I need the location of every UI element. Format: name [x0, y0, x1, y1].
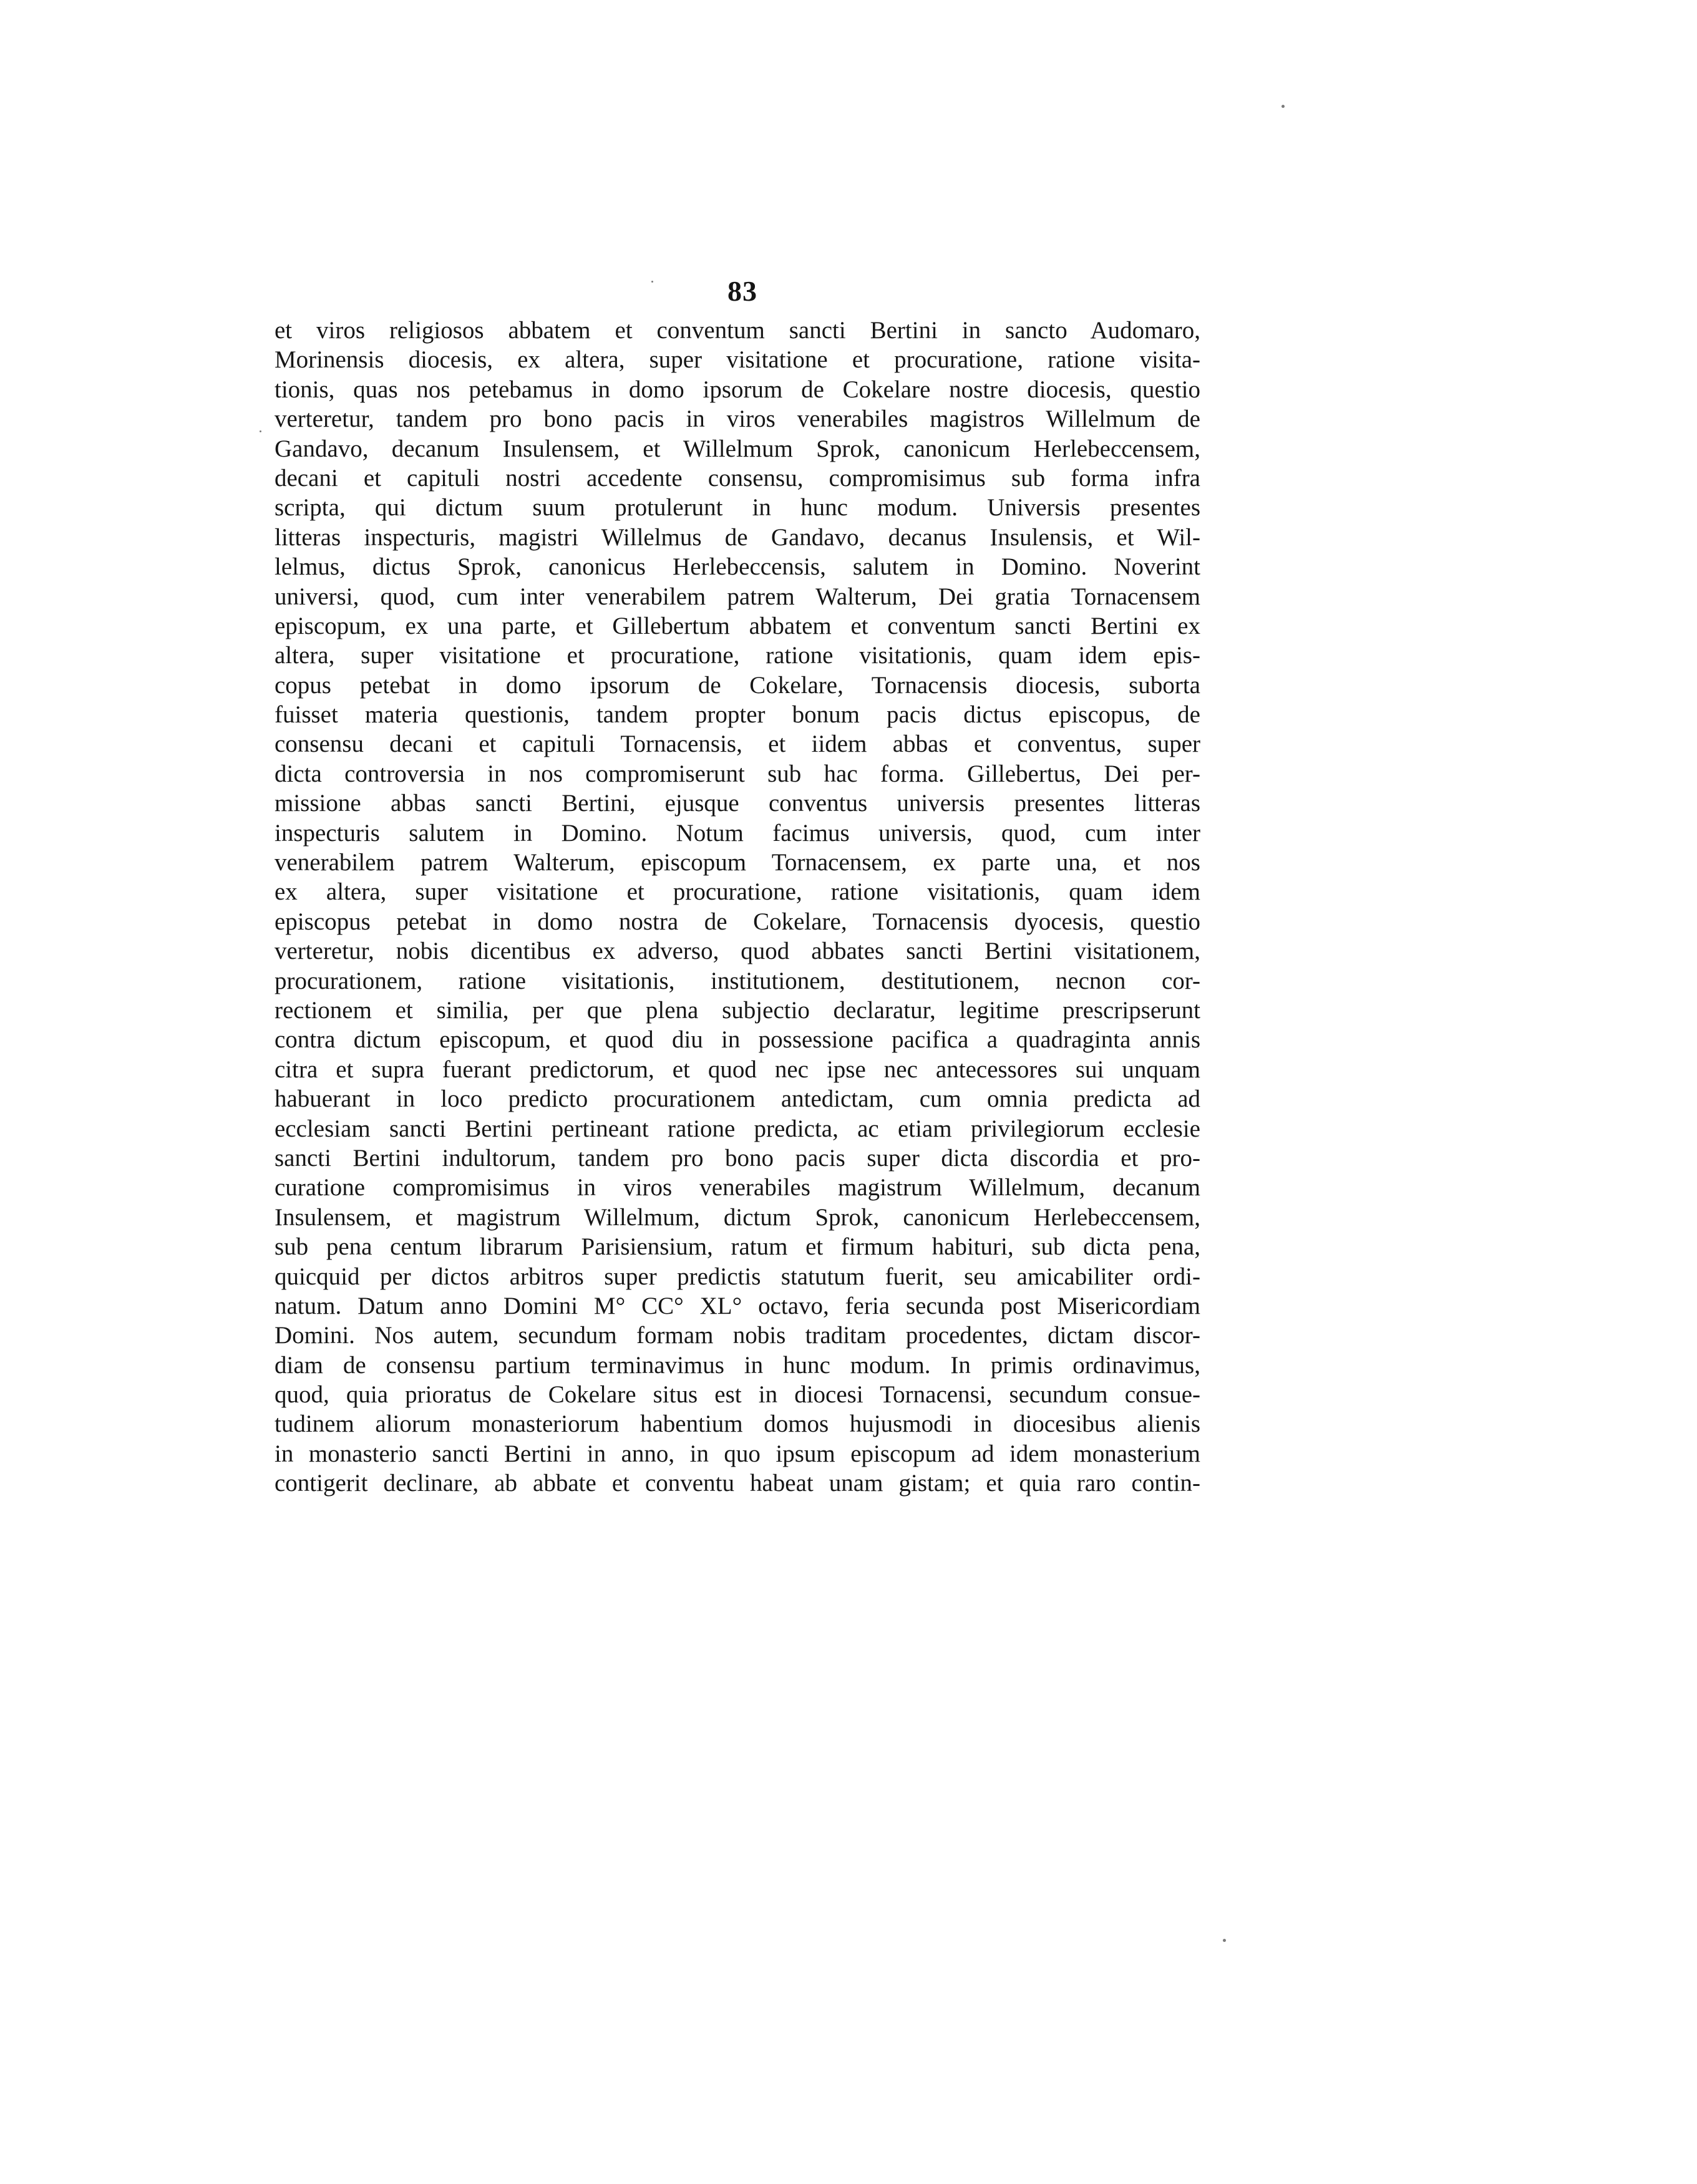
- text-line: natum. Datum anno Domini M° CC° XL° octavo, feria secunda post Misericordiam: [275, 1292, 1200, 1319]
- text-line: quicquid per dictos arbitros super predictis statutum fuerit, seu amicabiliter ordi-: [275, 1263, 1200, 1290]
- text-line: copus petebat in domo ipsorum de Cokelare, Tornacensis diocesis, suborta: [275, 671, 1200, 699]
- text-line: Gandavo, decanum Insulensem, et Willelmum Sprok, canonicum Herlebeccensem,: [275, 435, 1200, 462]
- text-line: curatione compromisimus in viros venerabiles magistrum Willelmum, decanum: [275, 1174, 1200, 1201]
- text-line: habuerant in loco predicto procurationem antedictam, cum omnia predicta ad: [275, 1085, 1200, 1113]
- text-line: contigerit declinare, ab abbate et conventu habeat unam gistam; et quia raro contin-: [275, 1470, 1200, 1497]
- text-line: sub pena centum librarum Parisiensium, ratum et firmum habituri, sub dicta pena,: [275, 1233, 1200, 1261]
- text-line: dicta controversia in nos compromiserunt sub hac forma. Gillebertus, Dei per-: [275, 760, 1200, 787]
- paper-speck: [1223, 1939, 1226, 1942]
- text-line: consensu decani et capituli Tornacensis, et iidem abbas et conventus, super: [275, 730, 1200, 758]
- text-line: litteras inspecturis, magistri Willelmus de Gandavo, decanus Insulensis, et Wil-: [275, 523, 1200, 551]
- text-line: fuisset materia questionis, tandem propter bonum pacis dictus episcopus, de: [275, 701, 1200, 729]
- text-line: inspecturis salutem in Domino. Notum facimus universis, quod, cum inter: [275, 819, 1200, 847]
- text-line: scripta, qui dictum suum protulerunt in hunc modum. Universis presentes: [275, 494, 1200, 522]
- text-line: citra et supra fuerant predictorum, et quod nec ipse nec antecessores sui unquam: [275, 1056, 1200, 1083]
- text-line: altera, super visitatione et procuratione, ratione visitationis, quam idem epis-: [275, 642, 1200, 669]
- text-line: diam de consensu partium terminavimus in hunc modum. In primis ordinavimus,: [275, 1351, 1200, 1379]
- text-line: sancti Bertini indultorum, tandem pro bono pacis super dicta discordia et pro-: [275, 1144, 1200, 1172]
- text-line: universi, quod, cum inter venerabilem patrem Walterum, Dei gratia Tornacensem: [275, 583, 1200, 610]
- paper-speck: [1281, 105, 1285, 108]
- text-line: episcopus petebat in domo nostra de Cokelare, Tornacensis dyocesis, questio: [275, 908, 1200, 935]
- page-number: 83: [727, 275, 757, 307]
- text-line: verteretur, tandem pro bono pacis in viros venerabiles magistros Willelmum de: [275, 405, 1200, 433]
- text-line: episcopum, ex una parte, et Gillebertum abbatem et conventum sancti Bertini ex: [275, 612, 1200, 639]
- text-line: ex altera, super visitatione et procuratione, ratione visitationis, quam idem: [275, 878, 1200, 906]
- text-line: lelmus, dictus Sprok, canonicus Herlebeccensis, salutem in Domino. Noverint: [275, 553, 1200, 581]
- text-line: missione abbas sancti Bertini, ejusque conventus universis presentes litteras: [275, 790, 1200, 817]
- text-line: quod, quia prioratus de Cokelare situs est in diocesi Tornacensi, secundum consue-: [275, 1381, 1200, 1409]
- text-line: et viros religiosos abbatem et conventum sancti Bertini in sancto Audomaro,: [275, 317, 1200, 344]
- text-line: contra dictum episcopum, et quod diu in possessione pacifica a quadraginta annis: [275, 1026, 1200, 1054]
- text-line: Domini. Nos autem, secundum formam nobis traditam procedentes, dictam discor-: [275, 1322, 1200, 1349]
- text-line: tudinem aliorum monasteriorum habentium domos hujusmodi in diocesibus alienis: [275, 1410, 1200, 1438]
- text-line: procurationem, ratione visitationis, institutionem, destitutionem, necnon cor-: [275, 967, 1200, 994]
- paper-speck: [651, 281, 653, 283]
- text-line: Insulensem, et magistrum Willelmum, dictum Sprok, canonicum Herlebeccensem,: [275, 1203, 1200, 1231]
- text-line: tionis, quas nos petebamus in domo ipsorum de Cokelare nostre diocesis, questio: [275, 376, 1200, 403]
- text-line: verteretur, nobis dicentibus ex adverso, quod abbates sancti Bertini visitationem,: [275, 938, 1200, 965]
- text-line: ecclesiam sancti Bertini pertineant ratione predicta, ac etiam privilegiorum ecclesie: [275, 1115, 1200, 1142]
- body-text: [275, 316, 1200, 1498]
- text-line: Morinensis diocesis, ex altera, super visitatione et procuratione, ratione visita-: [275, 346, 1200, 374]
- text-line: in monasterio sancti Bertini in anno, in quo ipsum episcopum ad idem monasterium: [275, 1440, 1200, 1467]
- text-line: rectionem et similia, per que plena subjectio declaratur, legitime prescripserunt: [275, 996, 1200, 1024]
- text-line: venerabilem patrem Walterum, episcopum Tornacensem, ex parte una, et nos: [275, 849, 1200, 876]
- paper-speck: [260, 430, 261, 432]
- text-line: decani et capituli nostri accedente consensu, compromisimus sub forma infra: [275, 464, 1200, 492]
